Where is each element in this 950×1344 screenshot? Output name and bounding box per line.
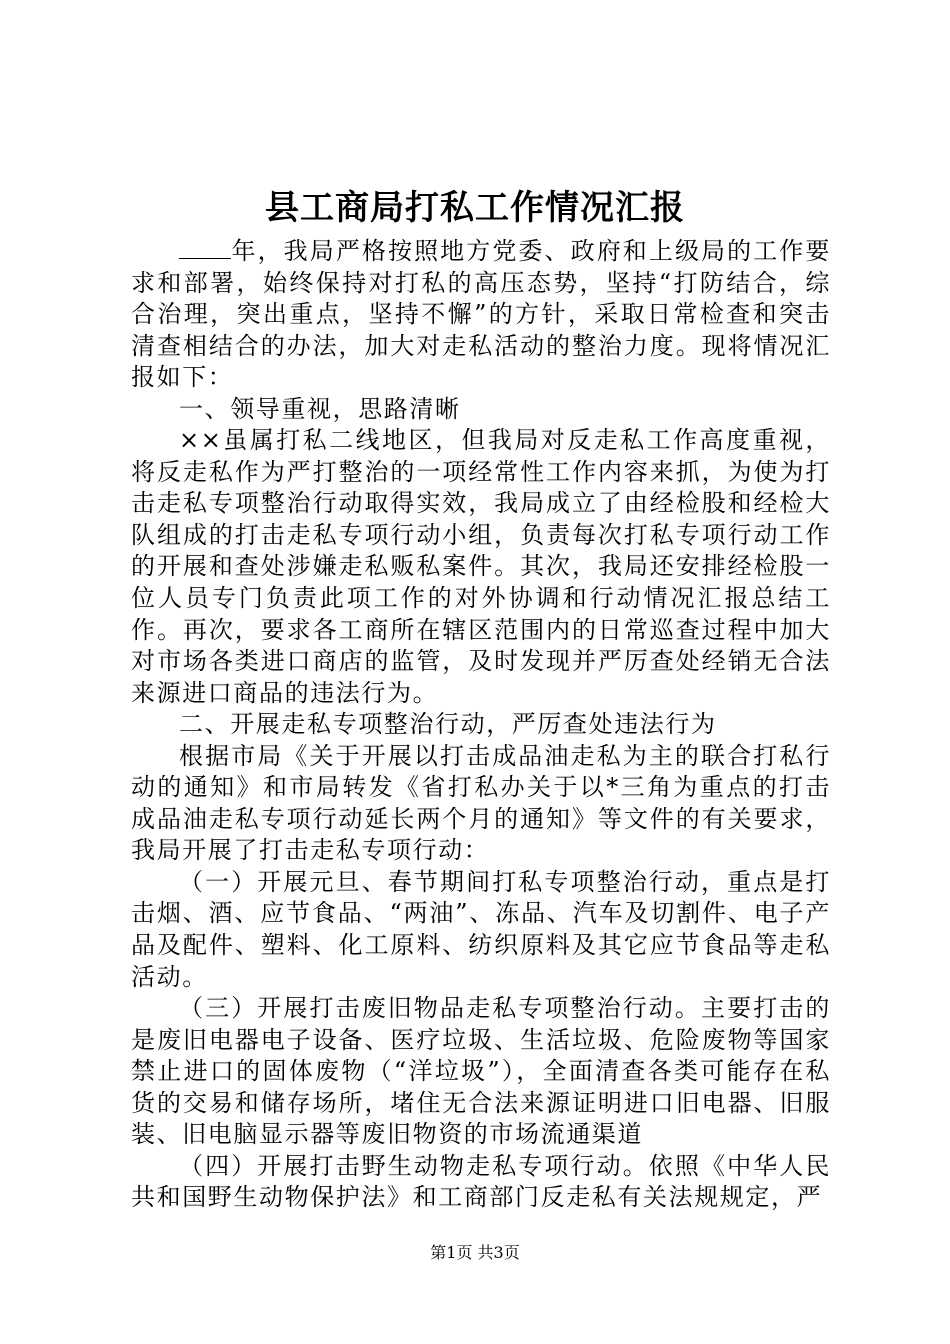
paragraph-leadership: ××虽属打私二线地区，但我局对反走私工作高度重视，将反走私作为严打整治的一项经常性工作内容来抓，为使为打击走私专项整治行动取得实效，我局成立了由经检股和经检大队组成的打击走私专项行动小组，负责每次打私专项行动工作的开展和查处涉嫌走私贩私案件。其次，我局还安排经检股一位人员专门负责此项工作的对外协调和行动情况汇报总结工作。再次，要求各工商所在辖区范围内的日常巡查过程中加大对市场各类进口商店的监管，及时发现并严厉查处经销无合法来源进口商品的违法行为。	[131, 426, 831, 707]
document-body	[131, 236, 831, 1214]
paragraph-item-1: （一）开展元旦、春节期间打私专项整治行动，重点是打击烟、酒、应节食品、“两油”、冻品、汽车及切割件、电子产品及配件、塑料、化工原料、纺织原料及其它应节食品等走私活动。	[131, 867, 831, 991]
paragraph-item-3: （三）开展打击废旧物品走私专项整治行动。主要打击的是废旧电器电子设备、医疗垃圾、生活垃圾、危险废物等国家禁止进口的固体废物（“洋垃圾”），全面清查各类可能存在私货的交易和储存场所，堵住无合法来源证明进口旧电器、旧服装、旧电脑显示器等废旧物资的市场流通渠道	[131, 994, 831, 1149]
section-heading-1: 一、领导重视，思路清晰	[179, 394, 461, 423]
paragraph-basis: 根据市局《关于开展以打击成品油走私为主的联合打私行动的通知》和市局转发《省打私办关于以*三角为重点的打击成品油走私专项行动延长两个月的通知》等文件的有关要求，我局开展了打击走私专项行动：	[131, 741, 831, 865]
paragraph-intro-text: 年，我局严格按照地方党委、政府和上级局的工作要求和部署，始终保持对打私的高压态势，坚持“打防结合，综合治理，突出重点，坚持不懈”的方针，采取日常检查和突击清查相结合的办法，加大对走私活动的整治力度。现将情况汇报如下：	[131, 237, 831, 392]
year-blank-underline	[179, 238, 231, 259]
paragraph-item-4: （四）开展打击野生动物走私专项行动。依照《中华人民共和国野生动物保护法》和工商部门反走私有关法规规定，严	[131, 1151, 831, 1212]
paragraph-intro	[131, 236, 831, 394]
document-title: 县工商局打私工作情况汇报	[265, 188, 685, 228]
page-footer: 第1页 共3页	[430, 1243, 520, 1262]
section-heading-2: 二、开展走私专项整治行动，严厉查处违法行为	[179, 710, 717, 739]
